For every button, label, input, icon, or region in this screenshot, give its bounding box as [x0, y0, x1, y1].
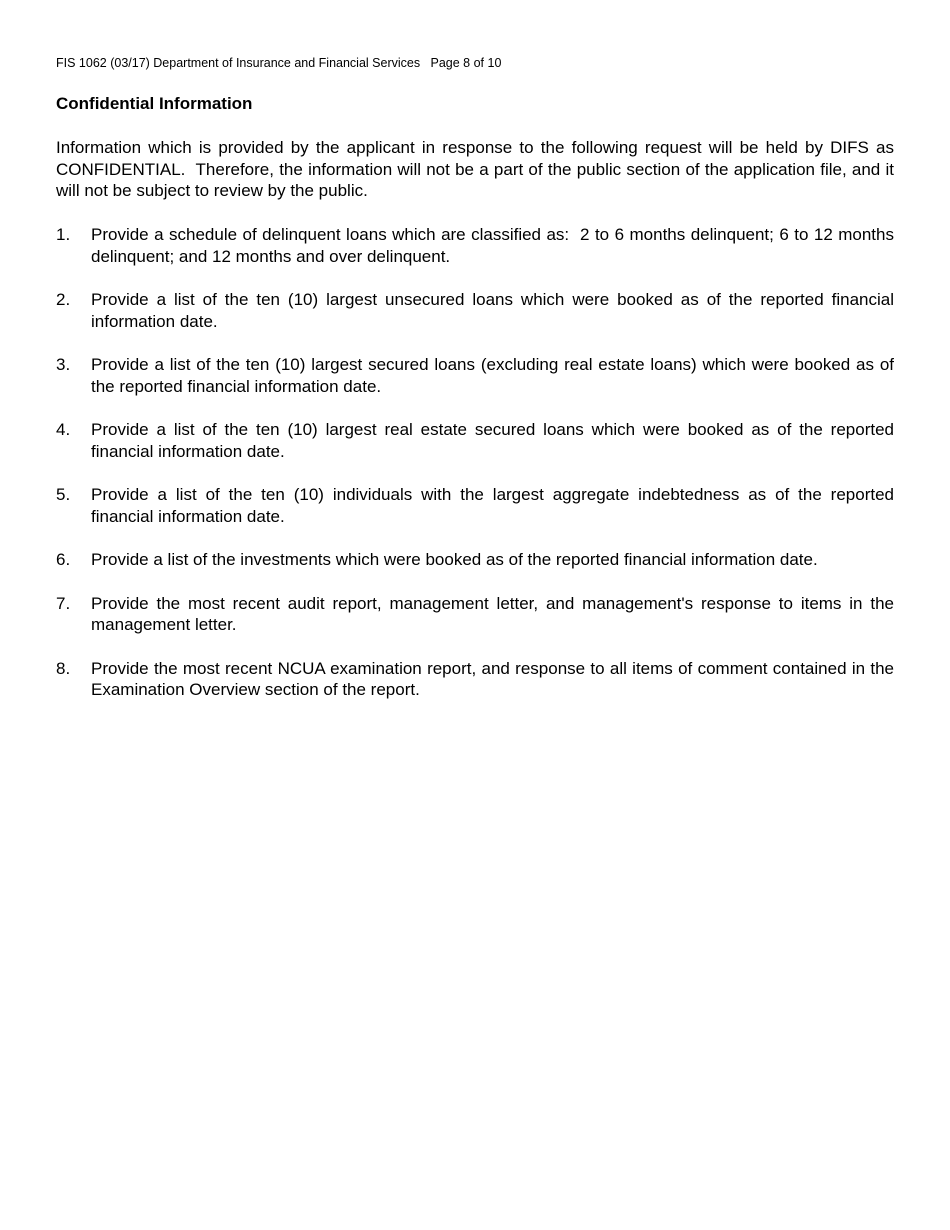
list-item-text: Provide a list of the ten (10) largest real estate secured loans which were booked as of the reported financial information date.: [91, 420, 899, 461]
list-item: [56, 289, 899, 332]
list-item-text: Provide the most recent NCUA examination report, and response to all items of comment contained in the Examination Overview section of the report.: [91, 658, 899, 699]
list-item-number: 2.: [56, 290, 71, 309]
list-item-number: 1.: [56, 225, 71, 244]
list-item-number: 5.: [56, 485, 71, 504]
list-item-number: 4.: [56, 420, 71, 439]
list-item: [56, 658, 899, 701]
list-item: [56, 354, 899, 397]
list-item-number: 3.: [56, 355, 71, 374]
list-item-text: Provide the most recent audit report, management letter, and management's response to items in the management letter.: [91, 593, 899, 634]
list-item: [56, 419, 899, 462]
page-header: FIS 1062 (03/17) Department of Insurance and Financial Services Page 8 of 10: [56, 56, 502, 70]
list-item: [56, 549, 894, 571]
list-item-text: Provide a list of the ten (10) individuals with the largest aggregate indebtedness as of the reported financial information date.: [91, 485, 899, 526]
list-item-text: Provide a list of the ten (10) largest unsecured loans which were booked as of the reported financial information date.: [91, 290, 899, 331]
intro-paragraph: Information which is provided by the applicant in response to the following request will be held by DIFS as CONFIDENTIAL. Therefore, the information will not be a part of the public section of the application file, and it will not be subject to review by the public.: [56, 138, 899, 200]
list-item-number: 8.: [56, 658, 71, 678]
list-item-text: Provide a schedule of delinquent loans which are classified as: 2 to 6 months delinquent; 6 to 12 months delinquent; and 12 months and over delinquent.: [91, 225, 899, 266]
list-item: [56, 224, 899, 267]
list-item-number: 6.: [56, 550, 71, 569]
list-item-number: 7.: [56, 593, 71, 613]
request-list: [56, 224, 899, 723]
list-item-text: Provide a list of the ten (10) largest secured loans (excluding real estate loans) which were booked as of the reported financial information date.: [91, 355, 899, 396]
section-title: Confidential Information: [56, 94, 253, 113]
list-item: [56, 593, 899, 636]
list-item-text: Provide a list of the investments which were booked as of the reported financial information date.: [91, 550, 818, 569]
list-item: [56, 484, 899, 527]
